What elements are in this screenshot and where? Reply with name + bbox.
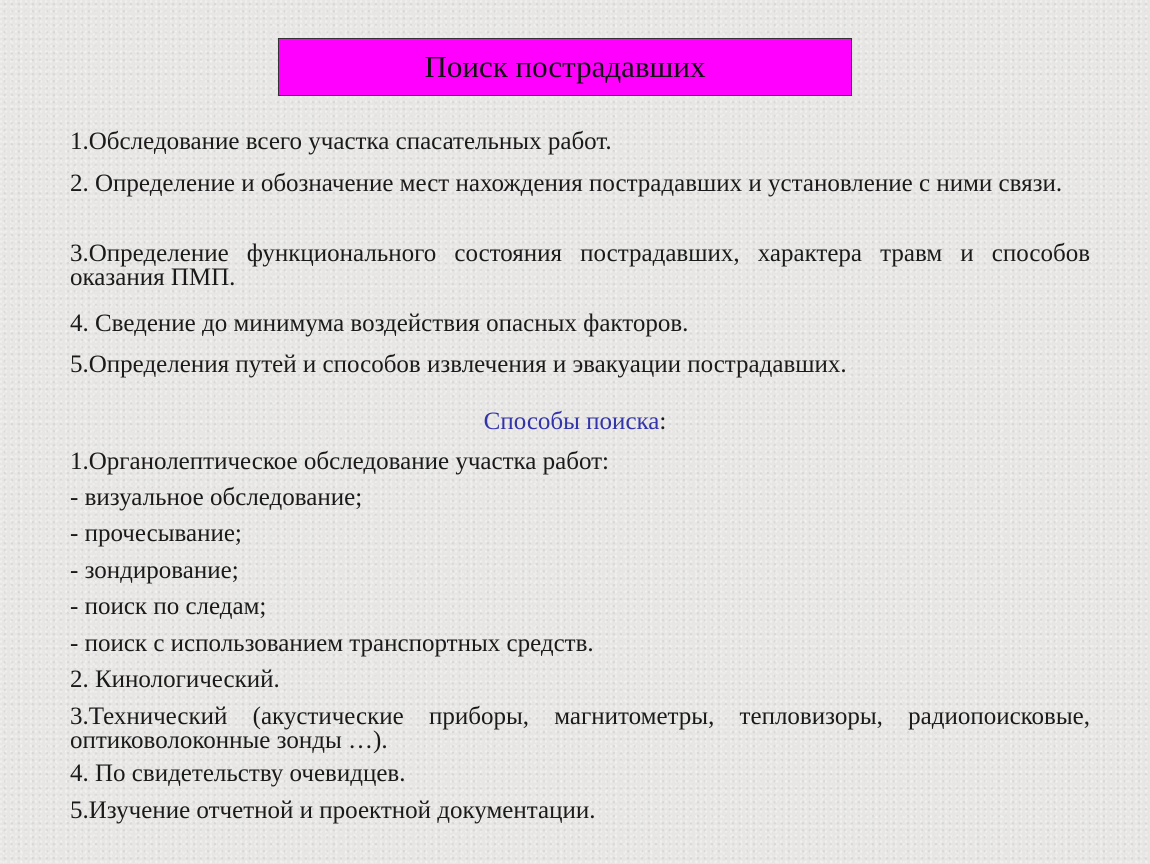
method-item-5: 5.Изучение отчетной и проектной документации.	[70, 797, 596, 824]
methods-heading-text: Способы поиска	[483, 408, 660, 435]
method-sub-tracks: - поиск по следам;	[70, 593, 267, 620]
task-item-3: 3.Определение функционального состояния пострадавших, характера травм и способов оказания ПМП.	[70, 240, 1090, 291]
method-sub-visual: - визуальное обследование;	[70, 484, 363, 511]
method-item-2: 2. Кинологический.	[70, 666, 280, 693]
slide-title	[278, 38, 852, 96]
method-item-3: 3.Технический (акустические приборы, магнитометры, тепловизоры, радиопоисковые, оптиковолоконные зонды …).	[70, 703, 1090, 754]
task-item-1: 1.Обследование всего участка спасательных работ.	[70, 128, 612, 155]
task-item-2: 2. Определение и обозначение мест нахождения пострадавших и установление с ними связи.	[70, 170, 1063, 197]
task-item-4: 4. Сведение до минимума воздействия опасных факторов.	[70, 310, 689, 337]
method-item-1: 1.Органолептическое обследование участка работ:	[70, 448, 609, 475]
method-sub-probing: - зондирование;	[70, 557, 239, 584]
method-sub-vehicles: - поиск с использованием транспортных средств.	[70, 630, 594, 657]
methods-heading-colon: :	[659, 408, 667, 435]
method-item-4: 4. По свидетельству очевидцев.	[70, 760, 406, 787]
task-item-5: 5.Определения путей и способов извлечения и эвакуации пострадавших.	[70, 351, 847, 378]
methods-heading	[0, 409, 1150, 435]
method-sub-combing: - прочесывание;	[70, 520, 242, 547]
slide-title-text: Поиск пострадавших	[424, 49, 706, 84]
